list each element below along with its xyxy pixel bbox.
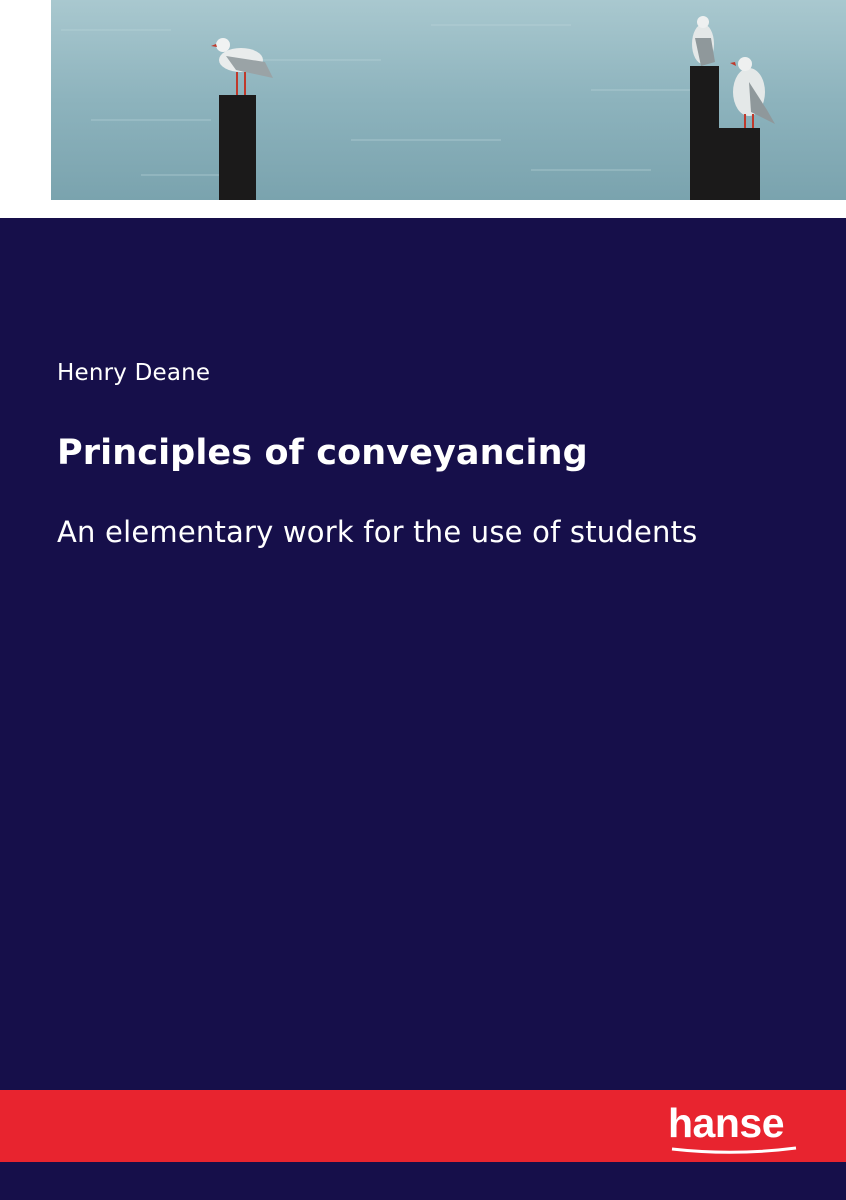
author-name: Henry Deane xyxy=(57,360,211,386)
bottom-strip xyxy=(0,1162,846,1200)
logo-swoosh-icon xyxy=(670,1146,798,1156)
book-subtitle: An elementary work for the use of students xyxy=(57,515,698,549)
cover-background xyxy=(0,218,846,1090)
book-title: Principles of conveyancing xyxy=(57,433,588,473)
publisher-logo: hanse xyxy=(668,1100,784,1146)
cover-photo-seagulls xyxy=(51,0,846,200)
